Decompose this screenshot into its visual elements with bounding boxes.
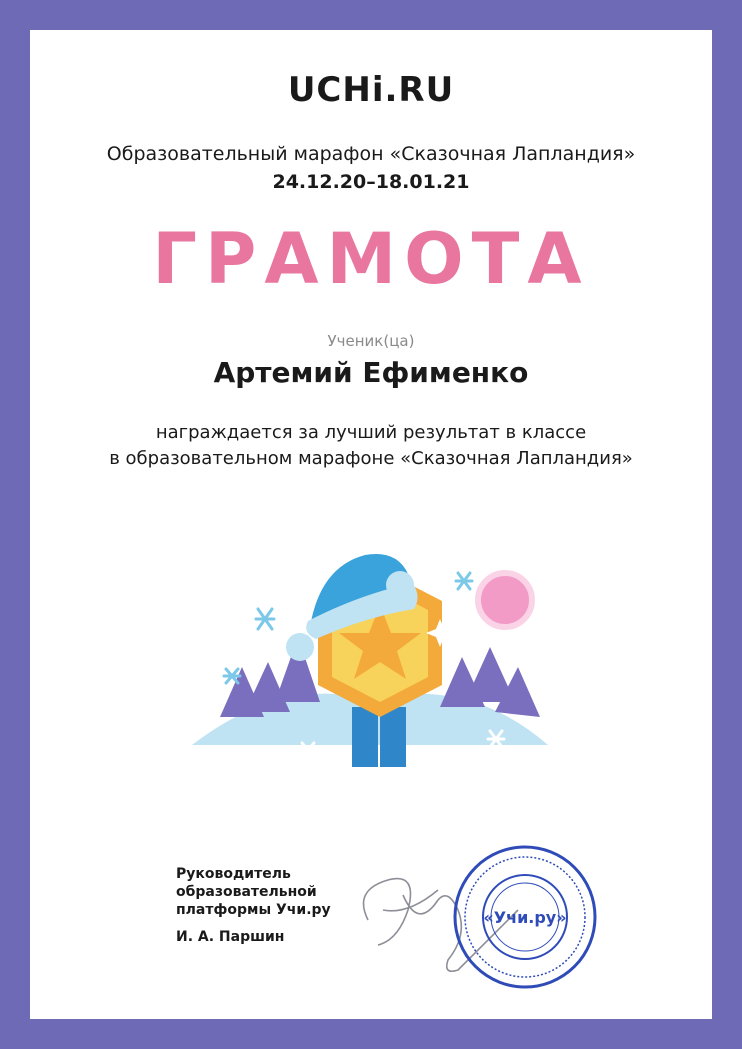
student-role: Ученик(ца) — [327, 332, 415, 350]
tree-icon — [440, 647, 540, 717]
marathon-dates: 24.12.20–18.01.21 — [272, 171, 470, 193]
award-line-1: награждается за лучший результат в классе — [155, 422, 587, 443]
signatory-name: И. А. Паршин — [176, 929, 285, 945]
student-name: Артемий Ефименко — [213, 356, 529, 389]
signatory-line-2: образовательной — [176, 884, 317, 900]
stamp-center-text: «Учи.ру» — [483, 908, 567, 927]
marathon-name: Образовательный марафон «Сказочная Лапландия» — [106, 143, 636, 165]
signatory-title — [176, 865, 356, 919]
certificate-sheet — [30, 30, 712, 1019]
round-stamp — [450, 842, 600, 992]
winter-medal-illustration — [190, 517, 550, 767]
award-line-2: в образовательном марафоне «Сказочная Лапландия» — [109, 448, 633, 469]
moon-icon — [478, 573, 532, 627]
award-text — [30, 420, 712, 472]
certificate-title: ГРАМОТА — [152, 218, 590, 300]
uchi-logo: UCHi.RU — [287, 70, 455, 110]
signatory-line-1: Руководитель — [176, 866, 291, 882]
signatory-line-3: платформы Учи.ру — [176, 902, 331, 918]
